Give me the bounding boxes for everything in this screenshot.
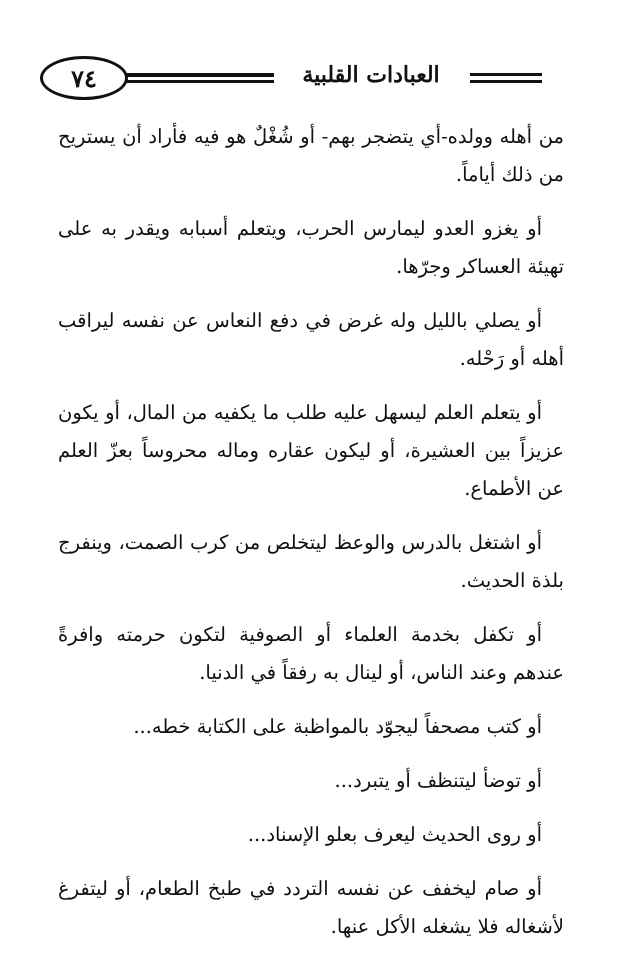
paragraph: أو يصلي بالليل وله غرض في دفع النعاس عن نفسه ليراقب أهله أو رَحْله. <box>58 309 564 370</box>
paragraph: أو توضأ ليتنظف أو يتبرد... <box>334 769 542 792</box>
header-rule-left <box>124 73 274 83</box>
body-text <box>58 118 564 962</box>
paragraph: أو اشتغل بالدرس والوعظ ليتخلص من كرب الصمت، وينفرج بلذة الحديث. <box>58 531 564 592</box>
paragraph: أو كتب مصحفاً ليجوّد بالمواظبة على الكتابة خطه... <box>133 715 542 738</box>
paragraph: أو صام ليخفف عن نفسه التردد في طبخ الطعام، أو ليتفرغ لأشغاله فلا يشغله الأكل عنها. <box>58 877 564 938</box>
page-header <box>40 56 580 102</box>
page-number: ٧٤ <box>40 56 128 100</box>
paragraph: من أهله وولده-أي يتضجر بهم- أو شُغْلٌ هو فيه فأراد أن يستريح من ذلك أياماً. <box>58 125 564 186</box>
paragraph: أو روى الحديث ليعرف بعلو الإسناد... <box>247 823 542 846</box>
paragraph: أو يتعلم العلم ليسهل عليه طلب ما يكفيه من المال، أو يكون عزيزاً بين العشيرة، أو ليكون عقاره وماله محروساً بعزّ العلم عن الأطماع. <box>58 401 564 500</box>
running-title: العبادات القلبية <box>302 62 440 88</box>
paragraph: أو تكفل بخدمة العلماء أو الصوفية لتكون حرمته وافرةً عندهم وعند الناس، أو لينال به رفقاً في الدنيا. <box>58 623 564 684</box>
header-rule-right <box>470 73 542 83</box>
paragraph: أو يغزو العدو ليمارس الحرب، ويتعلم أسبابه ويقدر به على تهيئة العساكر وجرّها. <box>58 217 564 278</box>
